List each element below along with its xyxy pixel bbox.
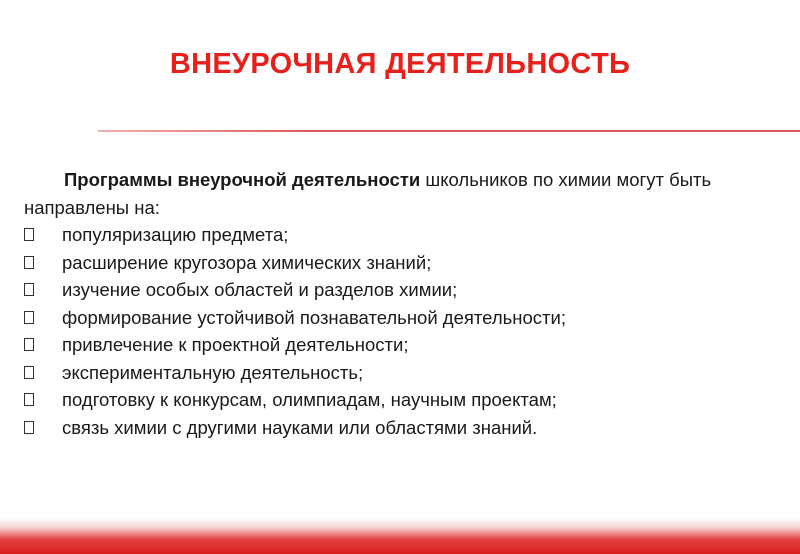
slide-body xyxy=(24,166,794,441)
square-bullet-icon xyxy=(24,393,34,406)
intro-paragraph xyxy=(24,166,794,221)
list-item xyxy=(24,386,794,414)
square-bullet-icon xyxy=(24,256,34,269)
title-divider xyxy=(98,130,800,132)
list-item xyxy=(24,359,794,387)
slide-title: ВНЕУРОЧНАЯ ДЕЯТЕЛЬНОСТЬ xyxy=(169,48,631,80)
list-item xyxy=(24,221,794,249)
square-bullet-icon xyxy=(24,366,34,379)
list-item-text: связь химии с другими науками или областями знаний. xyxy=(62,416,538,438)
list-item-text: подготовку к конкурсам, олимпиадам, научным проектам; xyxy=(62,389,557,410)
list-item xyxy=(24,304,794,332)
list-item-text: расширение кругозора химических знаний; xyxy=(62,251,432,273)
list-item-text: экспериментальную деятельность; xyxy=(62,361,364,383)
list-item-text: привлечение к проектной деятельности; xyxy=(62,334,409,355)
intro-bold-text: Программы внеурочной деятельности xyxy=(64,169,421,190)
list-item-text: изучение особых областей и разделов химии; xyxy=(62,279,458,300)
square-bullet-icon xyxy=(24,421,34,434)
list-item-text: формирование устойчивой познавательной деятельности; xyxy=(62,306,566,328)
list-item xyxy=(24,276,794,304)
list-item-text: популяризацию предмета; xyxy=(62,224,289,245)
square-bullet-icon xyxy=(24,338,34,351)
square-bullet-icon xyxy=(24,311,34,324)
square-bullet-icon xyxy=(24,228,34,241)
list-item xyxy=(24,331,794,359)
intro-text: школьников по химии могут быть направлены на: xyxy=(24,169,712,218)
list-item xyxy=(24,249,794,277)
bullet-list xyxy=(24,221,794,441)
square-bullet-icon xyxy=(24,283,34,296)
footer-band xyxy=(0,518,800,554)
list-item xyxy=(24,414,794,442)
